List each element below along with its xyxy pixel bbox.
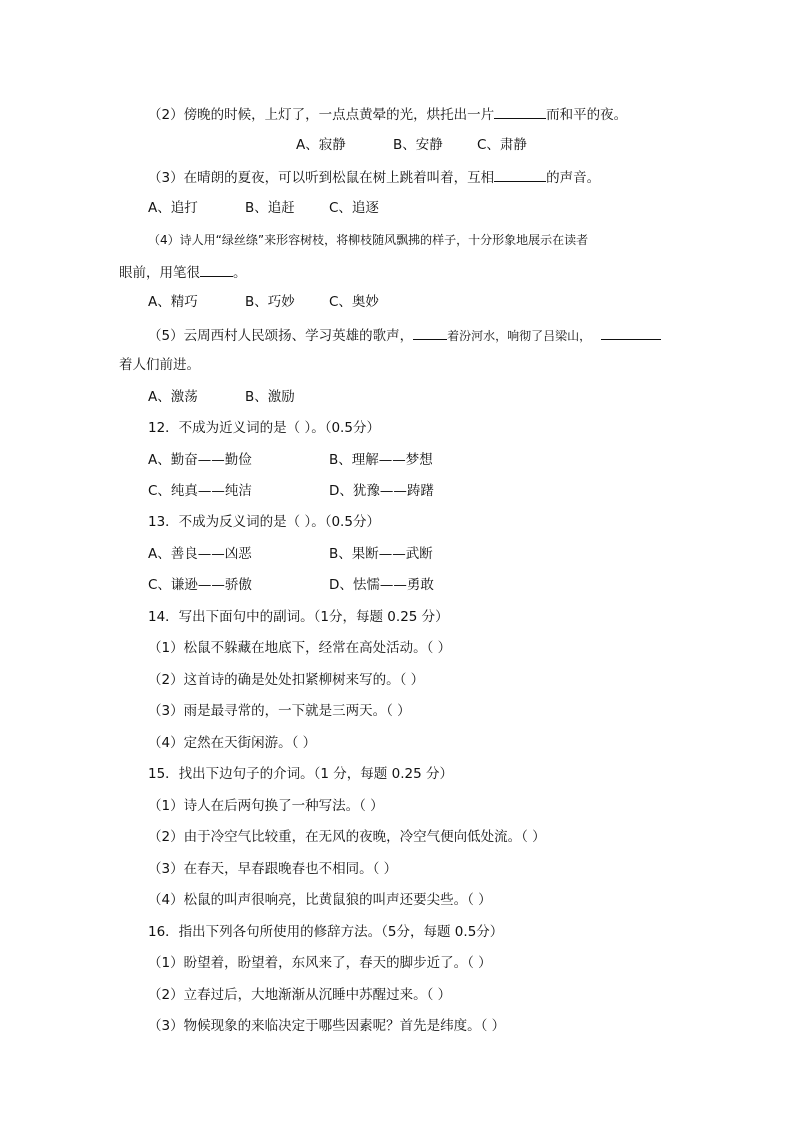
option-b: B、巧妙 [245,294,295,310]
question-text: （5）云周西村人民颂扬、学习英雄的歌声， [148,328,414,344]
question-16-title: 16．指出下列各句所使用的修辞方法。（5分，每题 0.5分） [148,924,504,940]
option-b: B、果断——武断 [329,546,433,562]
question-11-4: （4）诗人用“绿丝绦”来形容树枝，将柳枝随风飘拂的样子，十分形象地展示在读者 [148,233,589,247]
question-12-title: 12．不成为近义词的是（ ）。（0.5分） [148,420,380,436]
option-b: B、理解——梦想 [329,452,433,468]
question-text: （2）傍晚的时候，上灯了，一点点黄晕的光，烘托出一片 [148,107,495,123]
answer-blank-2 [601,325,661,340]
question-15-item-4: （4）松鼠的叫声很响亮，比黄鼠狼的叫声还要尖些。（ ） [148,892,492,908]
question-text-end: 而和平的夜。 [546,107,628,123]
question-11-2 [148,104,627,124]
option-c: C、纯真——纯洁 [148,483,252,499]
question-15-item-2: （2）由于冷空气比较重，在无风的夜晚，冷空气便向低处流。（ ） [148,829,546,845]
option-c: C、肃静 [477,137,527,153]
question-11-3 [148,167,600,187]
option-a: A、寂静 [296,137,346,153]
answer-blank-1 [413,325,447,340]
option-a: A、激荡 [148,389,198,405]
question-text-end: 。 [233,265,247,281]
question-text: 眼前，用笔很 [119,265,200,281]
question-14-item-2: （2）这首诗的确是处处扣紧柳树来写的。（ ） [148,672,425,688]
question-14-item-3: （3）雨是最寻常的，一下就是三两天。（ ） [148,703,411,719]
option-a: A、精巧 [148,294,198,310]
answer-blank [494,104,546,119]
option-d: D、犹豫——踌躇 [329,483,434,499]
question-15-item-3: （3）在春天，早春跟晚春也不相同。（ ） [148,861,398,877]
question-16-item-1: （1）盼望着，盼望着，东风来了，春天的脚步近了。（ ） [148,955,492,971]
option-d: D、怯懦——勇敢 [329,577,434,593]
answer-blank [200,262,233,277]
question-15-item-1: （1）诗人在后两句换了一种写法。（ ） [148,798,384,814]
question-text-end: 的声音。 [546,170,601,186]
option-c: C、奥妙 [329,294,379,310]
question-11-5 [148,325,661,345]
question-text: （3）在晴朗的夏夜，可以听到松鼠在树上跳着叫着，互相 [148,170,495,186]
option-c: C、谦逊——骄傲 [148,577,252,593]
option-c: C、追逐 [329,200,379,216]
question-15-title: 15．找出下边句子的介词。（1 分，每题 0.25 分） [148,766,453,782]
option-a: A、勤奋——勤俭 [148,452,252,468]
question-16-item-3: （3）物候现象的来临决定于哪些因素呢？首先是纬度。（ ） [148,1018,506,1034]
question-13-title: 13．不成为反义词的是（ ）。（0.5分） [148,514,380,530]
question-11-5-cont: 着人们前进。 [119,357,200,373]
question-16-item-2: （2）立春过后，大地渐渐从沉睡中苏醒过来。（ ） [148,987,452,1003]
option-b: B、追赶 [245,200,295,216]
answer-blank [494,167,546,182]
question-14-item-1: （1）松鼠不躲藏在地底下，经常在高处活动。（ ） [148,640,452,656]
question-text-mid: 着汾河水，响彻了吕梁山， [447,329,592,343]
option-b: B、激励 [245,389,295,405]
question-14-title: 14．写出下面句中的副词。（1分，每题 0.25 分） [148,609,449,625]
question-11-4-cont [119,262,247,282]
question-14-item-4: （4）定然在天街闲游。（ ） [148,735,317,751]
option-b: B、安静 [393,137,443,153]
option-a: A、追打 [148,200,198,216]
option-a: A、善良——凶恶 [148,546,252,562]
